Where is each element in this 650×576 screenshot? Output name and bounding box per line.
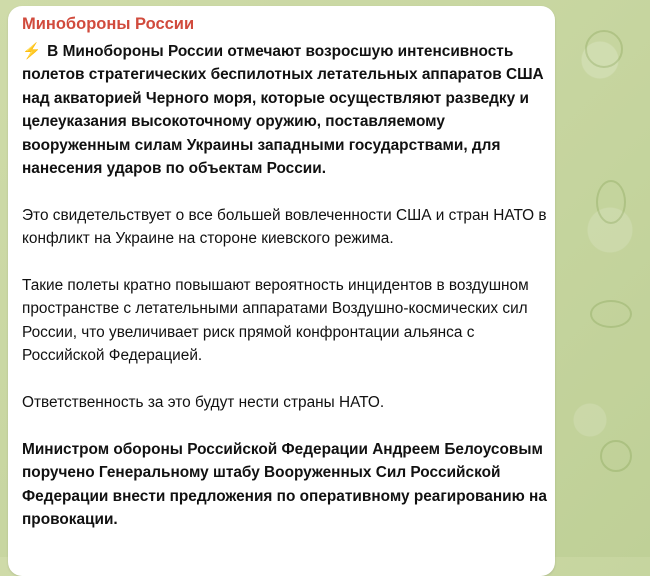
- wallpaper-doodle: [585, 30, 623, 68]
- sender-name[interactable]: Минобороны России: [22, 15, 195, 33]
- message-paragraph-4: Ответственность за это будут нести страны НАТО.: [22, 394, 385, 412]
- paragraph-1-text: В Минобороны России отмечают возросшую интенсивность полетов стратегических беспилотных летательных аппаратов США над акваторией Черного моря, которые осуществляют разведку и целеуказания высокоточному оружию, поставляемому вооруженным силам Украины западными государствами, для нанесения ударов по объектам России.: [22, 43, 544, 178]
- wallpaper-doodle: [596, 180, 626, 224]
- message-paragraph-5: Министром обороны Российской Федерации Андреем Белоусовым поручено Генеральному штабу Вооруженных Сил Российской Федерации внести предложения по оперативному реагированию на провокации.: [22, 440, 547, 529]
- message-paragraph-3: Такие полеты кратно повышают вероятность инцидентов в воздушном пространстве с летательными аппаратами Воздушно-космических сил России, что увеличивает риск прямой конфронтации альянса с Российской Федерацией.: [22, 277, 529, 365]
- message-paragraph-1: [22, 40, 547, 180]
- message-paragraph-2: Это свидетельствует о все большей вовлеченности США и стран НАТО в конфликт на Украине на стороне киевского режима.: [22, 206, 547, 248]
- wallpaper-doodle: [600, 440, 632, 472]
- lightning-icon: ⚡: [22, 43, 42, 60]
- wallpaper-doodle: [590, 300, 632, 328]
- message-text: [22, 40, 547, 555]
